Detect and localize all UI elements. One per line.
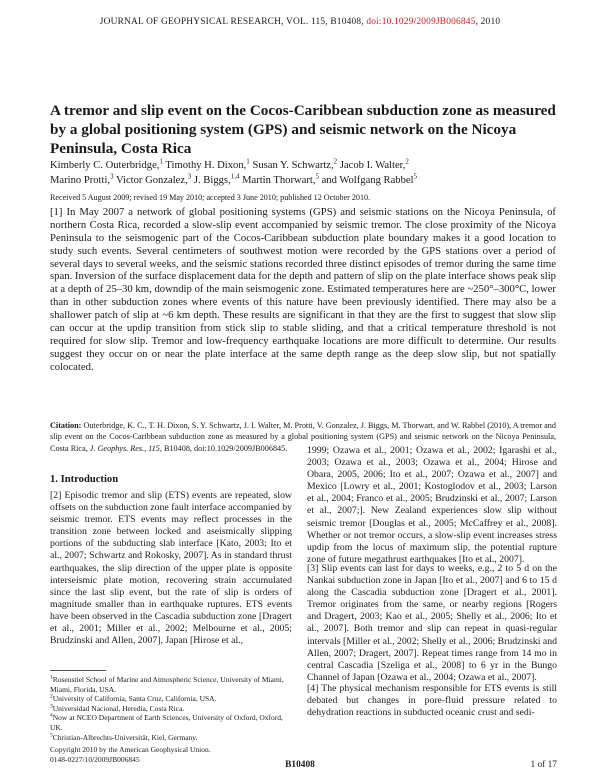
author: Susan Y. Schwartz,$^2$ <box>252 157 338 171</box>
page-number: 1 of 17 <box>530 760 557 770</box>
author: Marino Protti,$^3$ <box>50 171 114 186</box>
footnote: $^5$Christian-Albrechts-Universität, Kiel, Germany. <box>50 732 198 742</box>
citation-label: Citation: <box>50 421 82 430</box>
citation-journal: J. Geophys. Res., 115, <box>89 443 162 453</box>
author: Martin Thorwart,$^5$ <box>242 171 319 186</box>
received-dates: Received 5 August 2009; revised 19 May 2010; accepted 3 June 2010; published 12 October 2010. <box>50 193 371 202</box>
author: Victor Gonzalez,$^3$ <box>116 171 192 186</box>
intro-paragraph-2-continued: 1999; Ozawa et al., 2001; Ozawa et al., 2002; Igarashi et al., 2003; Ozawa et al., 2003; Ozawa et al., 2004; Hirose and Obara, 2005, 2006; Ito et al., 2007; Ozawa et al., 2007] and Mexico [Lowry et al., 2001; Kostoglodov et al., 2003; Larson et al., 2004; Franco et al., 2005; Brudzinski et al., 2007; Larson et al., 2007;]. New Zealand experiences slow slip without seismic tremor [Douglas et al., 2005; McCaffrey et al., 2008]. Whether or not tremor occurs, a slow-slip event increases stress updip from the locus of maximum slip, the potential rupture zone of future megathrust earthquakes [Ito et al., 2007]. <box>307 445 557 565</box>
intro-paragraph-3: [3] Slip events can last for days to weeks, e.g., 2 to 5 d on the Nankai subduction zone in Japan [Ito et al., 2007] and 6 to 15 d along the Cascadia subduction zone [Dragert et al., 2001]. Tremor originates from the same, or nearby regions [Rogers and Dragert, 2003; Kao et al., 2005; Shelly et al., 2006; Ito et al., 2007]. Both tremor and slip can repeat in quasi-regular intervals [Miller et al., 2002; Shelly et al., 2006; Brudzinski and Allen, 2007; Dragert, 2007]. Repeat times range from 14 mo in central Cascadia [Szeliga et al., 2008] to 6 yr in the Bungo Channel of Japan [Ozawa et al., 2004; Ozawa et al., 2007]. <box>307 563 557 683</box>
copyright-line: Copyright 2010 by the American Geophysical Union. <box>50 745 211 754</box>
article-code: B10408 <box>285 760 315 770</box>
footnote-rule <box>50 670 106 671</box>
abstract: [1] In May 2007 a network of global positioning systems (GPS) and seismic stations on the Nicoya Peninsula, of northern Costa Rica, recorded a slow-slip event accompanied by seismic tremor. The close proximity of the Nicoya Peninsula to the seismogenic part of the Cocos-Caribbean subduction plate boundary makes it a good location to study such events. Several centimeters of southwest motion were recorded by the GPS stations over a period of several days to several weeks, and the seismic stations recorded three distinct episodes of tremor during the same time span. Inversion of the surface displacement data for the depth and pattern of slip on the plate interface shows peak slip at a depth of 25–30 km, downdip of the main seismogenic zone. Estimated temperatures here are ~250°–300°C, lower than in other subduction zones where events of this nature have been previously identified. There may also be a shallower patch of slip at ~6 km depth. These results are significant in that they are the first to suggest that slow slip can occur at the updip transition from stick slip to stable sliding, and that a critical temperature threshold is not required for slow slip. Tremor and low-frequency earthquake locations are more difficult to determine. Our results suggest they occur on or near the plate interface at the same depth range as the deep slow slip, but not spatially colocated. <box>50 206 557 373</box>
intro-paragraph-4: [4] The physical mechanism responsible for ETS events is still debated but changes in pore-fluid pressure related to dehydration reactions in subducted oceanic crust and sedi- <box>307 683 557 719</box>
footnote: $^3$Universidad Nacional, Heredia, Costa Rica. <box>50 703 185 713</box>
author: Jacob I. Walter,$^2$ <box>339 157 409 171</box>
citation-text: Outerbridge, K. C., T. H. Dixon, S. Y. Schwartz, J. I. Walter, M. Protti, V. Gonzalez, J. Biggs, M. Thorwart, and W. Rabbel (2010), A tremor and slip event on the Cocos-Caribbean subduction zone as measured by a global positioning system (GPS) and seismic network on the Nicoya Peninsula, Costa Rica, <box>50 421 556 453</box>
running-header <box>0 17 600 27</box>
author: and Wolfgang Rabbel$^5$ <box>321 171 418 186</box>
footnote: $^4$Now at NCEO Department of Earth Sciences, University of Oxford, Oxford, UK. <box>50 712 283 732</box>
author: J. Biggs,$^{1,4}$ <box>193 171 240 186</box>
issn-line: 0148-0227/10/2009JB006845 <box>50 754 140 764</box>
author-list <box>50 159 560 188</box>
intro-paragraph-2: [2] Episodic tremor and slip (ETS) events are repeated, slow offsets on the subduction zone fault interface accompanied by seismic tremor. ETS events may reflect processes in the transition zone between locked and aseismically slipping portions of the subducting slab interface [Kato, 2003; Ito et al., 2007; Schwartz and Rokosky, 2007]. As in standard thrust earthquakes, the slip direction of the upper plate is opposite interseismic plate motion, recovering strain accumulated since the last slip event, but the rate of slip is orders of magnitude smaller than in earthquake ruptures. ETS events have been observed in the Cascadia subduction zone [Dragert et al., 2001; Miller et al., 2002; Melbourne et al., 2005; Brudzinski and Allen, 2007], Japan [Hirose et al., <box>50 490 292 647</box>
journal-name: JOURNAL OF GEOPHYSICAL RESEARCH, VOL. 115, B10408, <box>99 17 364 27</box>
footnote: $^2$University of California, Santa Cruz, California, USA. <box>50 693 217 704</box>
affiliation-footnotes <box>50 675 292 742</box>
citation-tail: B10408, doi:10.1029/2009JB006845. <box>161 443 288 453</box>
author: Kimberly C. Outerbridge,$^1$ <box>50 157 163 171</box>
doi-link[interactable]: doi:10.1029/2009JB006845 <box>366 17 476 27</box>
article-title: A tremor and slip event on the Cocos-Caribbean subduction zone as measured by a global positioning system (GPS) and seismic network on the Nicoya Peninsula, Costa Rica <box>50 102 556 157</box>
footnote: $^1$Rosenstiel School of Marine and Atmospheric Science, University of Miami, Miami, Florida, USA. <box>50 674 284 694</box>
header-year: , 2010 <box>475 17 501 27</box>
section-heading-introduction: 1. Introduction <box>50 474 119 485</box>
author: Timothy H. Dixon,$^1$ <box>165 157 250 171</box>
